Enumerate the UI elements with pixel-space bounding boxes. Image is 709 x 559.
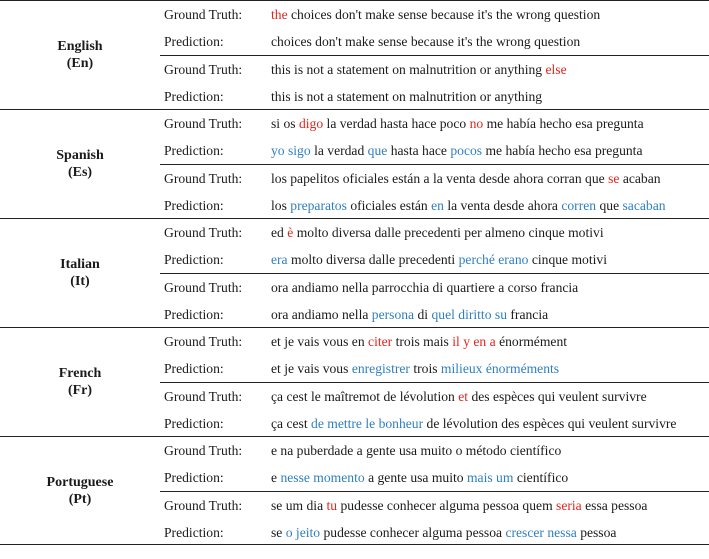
row-label: Ground Truth: [164,389,243,404]
sample-pair [160,164,709,219]
highlighted-word: en [431,198,444,213]
highlighted-word: no [469,116,484,131]
word: se um dia [271,498,324,513]
prediction-row [160,246,709,273]
ground-truth-row [160,437,709,464]
row-label: Prediction: [164,252,224,267]
word: ça cest le maîtremot de lévolution [271,389,455,404]
word: científico [516,470,569,485]
language-label [0,1,160,109]
word: e na puberdade a gente usa muito o método científico [271,443,562,458]
sample-pair [160,382,709,437]
sample-pair [160,491,709,546]
sentence-text [271,137,643,164]
word: a gente usa muito [368,470,464,485]
sentence-text [271,410,676,437]
highlighted-word: era [271,252,288,267]
word: molto diversa dalle precedenti [291,252,456,267]
prediction-row [160,137,709,164]
highlighted-word: nesse momento [280,470,365,485]
ground-truth-row [160,274,709,301]
row-label: Ground Truth: [164,62,243,77]
sentence-text [271,83,542,110]
word: this is not a statement on malnutrition or anything [271,89,543,104]
prediction-row [160,464,709,491]
word: ora andiamo nella parrocchia di quartiere a corso francia [271,280,579,295]
sample-pair [160,219,709,273]
prediction-row [160,410,709,437]
word: si os [271,116,296,131]
highlighted-word: seria [556,498,582,513]
row-label: Prediction: [164,525,224,540]
language-group [0,327,709,436]
highlighted-word: else [545,62,567,77]
prediction-row [160,355,709,382]
ground-truth-row [160,383,709,410]
prediction-row [160,192,709,219]
sentence-text [271,492,647,519]
language-group [0,218,709,327]
highlighted-word: corren [561,198,597,213]
sentence-text [271,301,548,328]
language-group [0,109,709,218]
language-code: (Fr) [67,383,93,398]
sentence-text [271,1,600,28]
highlighted-word: et [458,389,469,404]
row-label: Ground Truth: [164,116,243,131]
row-label: Prediction: [164,470,224,485]
word: trois [413,361,438,376]
language-name: Portuguese [46,474,114,490]
sentence-text [271,192,666,219]
row-label: Prediction: [164,89,224,104]
language-code: (Pt) [68,491,92,507]
word: des espèces qui veulent survivre [471,389,647,404]
sentence-text [271,519,616,546]
ground-truth-row [160,219,709,246]
language-name: English [57,39,103,54]
highlighted-word: è [287,225,294,240]
word: e [271,470,278,485]
highlighted-word: mais um [466,470,514,485]
sentence-text [271,437,561,464]
sentence-text [271,464,568,491]
word: di [417,307,429,322]
sample-pair [160,110,709,164]
highlighted-word: o jeito [285,525,321,540]
ground-truth-row [160,328,709,355]
highlighted-word: perché erano [458,252,529,267]
word: pessoa [580,525,617,540]
sentence-text [271,328,567,355]
word: pudesse conhecer alguma pessoa quem [340,498,553,513]
highlighted-word: pocos [450,143,483,158]
sample-pair [160,437,709,491]
row-label: Prediction: [164,416,224,431]
word: que [599,198,620,213]
highlighted-word: citer [368,334,393,349]
sample-pair [160,273,709,328]
sentence-text [271,274,578,301]
language-label [0,437,160,544]
sentence-text [271,56,567,83]
highlighted-word: preparatos [290,198,347,213]
row-label: Prediction: [164,143,224,158]
prediction-row [160,83,709,110]
sentence-text [271,28,580,55]
highlighted-word: tu [326,498,338,513]
language-label [0,328,160,436]
language-group [0,0,709,109]
word: choices don't make sense because it's the wrong question [291,7,601,22]
word: essa pessoa [585,498,648,513]
row-label: Ground Truth: [164,334,243,349]
ground-truth-row [160,110,709,137]
row-label: Ground Truth: [164,498,243,513]
word: et je vais vous [271,361,349,376]
language-name: French [58,366,102,381]
highlighted-word: de mettre le bonheur [311,416,424,431]
row-label: Ground Truth: [164,280,243,295]
ground-truth-row [160,1,709,28]
row-label: Ground Truth: [164,443,243,458]
language-label [0,110,160,218]
highlighted-word: milieux énorméments [440,361,560,376]
row-label: Ground Truth: [164,171,243,186]
sample-pair [160,328,709,382]
highlighted-word: enregistrer [351,361,410,376]
word: oficiales están [350,198,428,213]
word: hasta hace [390,143,447,158]
language-code: (En) [66,56,94,71]
sentence-text [271,355,559,382]
word: me había hecho esa pregunta [485,143,643,158]
word: ed [271,225,284,240]
word: los papelitos oficiales están a la venta desde ahora corran que [271,171,605,186]
language-group [0,436,709,545]
sentence-text [271,383,647,410]
word: trois mais [395,334,449,349]
word: ça cest [271,416,308,431]
highlighted-word: crescer nessa [505,525,577,540]
language-label [0,219,160,327]
highlighted-word: il y en a [452,334,496,349]
word: los [271,198,287,213]
word: énormément [499,334,568,349]
word: la venta desde ahora [447,198,558,213]
prediction-row [160,28,709,55]
word: francia [510,307,549,322]
sentence-text [271,165,661,192]
word: la verdad hasta hace poco [326,116,467,131]
row-label: Ground Truth: [164,225,243,240]
row-label: Prediction: [164,361,224,376]
row-label: Prediction: [164,198,224,213]
prediction-row [160,519,709,546]
highlighted-word: the [271,7,288,22]
sentence-text [271,219,604,246]
word: se [271,525,283,540]
ground-truth-row [160,56,709,83]
word: ora andiamo nella [271,307,369,322]
ground-truth-row [160,165,709,192]
highlighted-word: quel diritto su [431,307,507,322]
row-label: Prediction: [164,34,224,49]
highlighted-word: que [367,143,388,158]
word: et je vais vous en [271,334,365,349]
language-code: (It) [70,274,90,289]
language-code: (Es) [67,165,93,180]
sentence-text [271,110,644,137]
highlighted-word: sacaban [622,198,666,213]
sample-pair [160,1,709,55]
word: this is not a statement on malnutrition or anything [271,62,543,77]
word: de lévolution des espèces qui veulent survivre [426,416,677,431]
sample-pair [160,55,709,110]
row-label: Ground Truth: [164,7,243,22]
highlighted-word: yo sigo [271,143,311,158]
word: la verdad [314,143,365,158]
ground-truth-row [160,492,709,519]
highlighted-word: persona [371,307,415,322]
language-name: Spanish [56,148,104,163]
highlighted-word: se [608,171,620,186]
sentence-text [271,246,607,273]
word: molto diversa dalle precedenti per almeno cinque motivi [296,225,604,240]
word: pudesse conhecer alguma pessoa [323,525,503,540]
word: me había hecho esa pregunta [486,116,644,131]
word: cinque motivi [531,252,607,267]
word: choices don't make sense because it's the wrong question [271,34,581,49]
highlighted-word: digo [298,116,324,131]
prediction-row [160,301,709,328]
row-label: Prediction: [164,307,224,322]
word: acaban [622,171,661,186]
language-name: Italian [60,257,100,272]
